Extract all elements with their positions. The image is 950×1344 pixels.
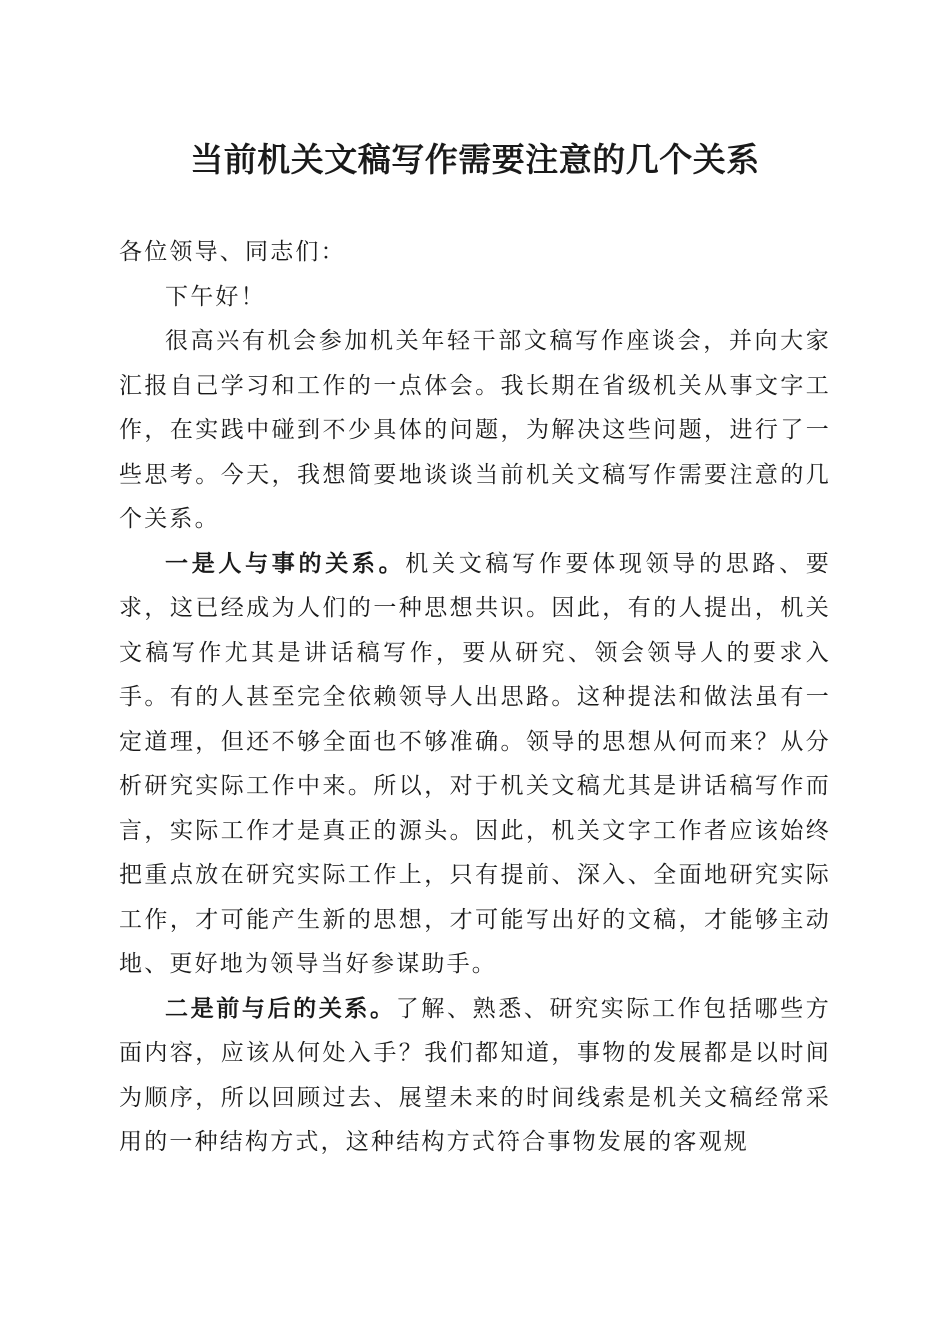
paragraph-lead: 一是人与事的关系。 <box>165 549 406 577</box>
document-body <box>119 230 831 1165</box>
greeting: 下午好！ <box>165 283 266 310</box>
paragraph-before-and-after <box>119 987 831 1165</box>
paragraph-intro <box>119 319 831 542</box>
paragraph-text: 了解、熟悉、研究实际工作包括哪些方面内容，应该从何处入手？我们都知道，事物的发展都是以时间为顺序，所以回顾过去、展望未来的时间线索是机关文稿经常采用的一种结构方式，这种结构方式符合事物发展的客观规 <box>119 995 831 1155</box>
paragraph-text: 机关文稿写作要体现领导的思路、要求，这已经成为人们的一种思想共识。因此，有的人提出，机关文稿写作尤其是讲话稿写作，要从研究、领会领导人的要求入手。有的人甚至完全依赖领导人出思路。这种提法和做法虽有一定道理，但还不够全面也不够准确。领导的思想从何而来？从分析研究实际工作中来。所以，对于机关文稿尤其是讲话稿写作而言，实际工作才是真正的源头。因此，机关文字工作者应该始终把重点放在研究实际工作上，只有提前、深入、全面地研究实际工作，才可能产生新的思想，才可能写出好的文稿，才能够主动地、更好地为领导当好参谋助手。 <box>119 550 831 977</box>
paragraph-person-and-matter <box>119 542 831 987</box>
paragraph-lead: 二是前与后的关系。 <box>165 994 396 1022</box>
salutation: 各位领导、同志们： <box>119 239 346 265</box>
paragraph-text: 很高兴有机会参加机关年轻干部文稿写作座谈会，并向大家汇报自己学习和工作的一点体会。我长期在省级机关从事文字工作，在实践中碰到不少具体的问题，为解决这些问题，进行了一些思考。今天，我想简要地谈谈当前机关文稿写作需要注意的几个关系。 <box>119 328 831 532</box>
document-title: 当前机关文稿写作需要注意的几个关系 <box>190 140 760 179</box>
